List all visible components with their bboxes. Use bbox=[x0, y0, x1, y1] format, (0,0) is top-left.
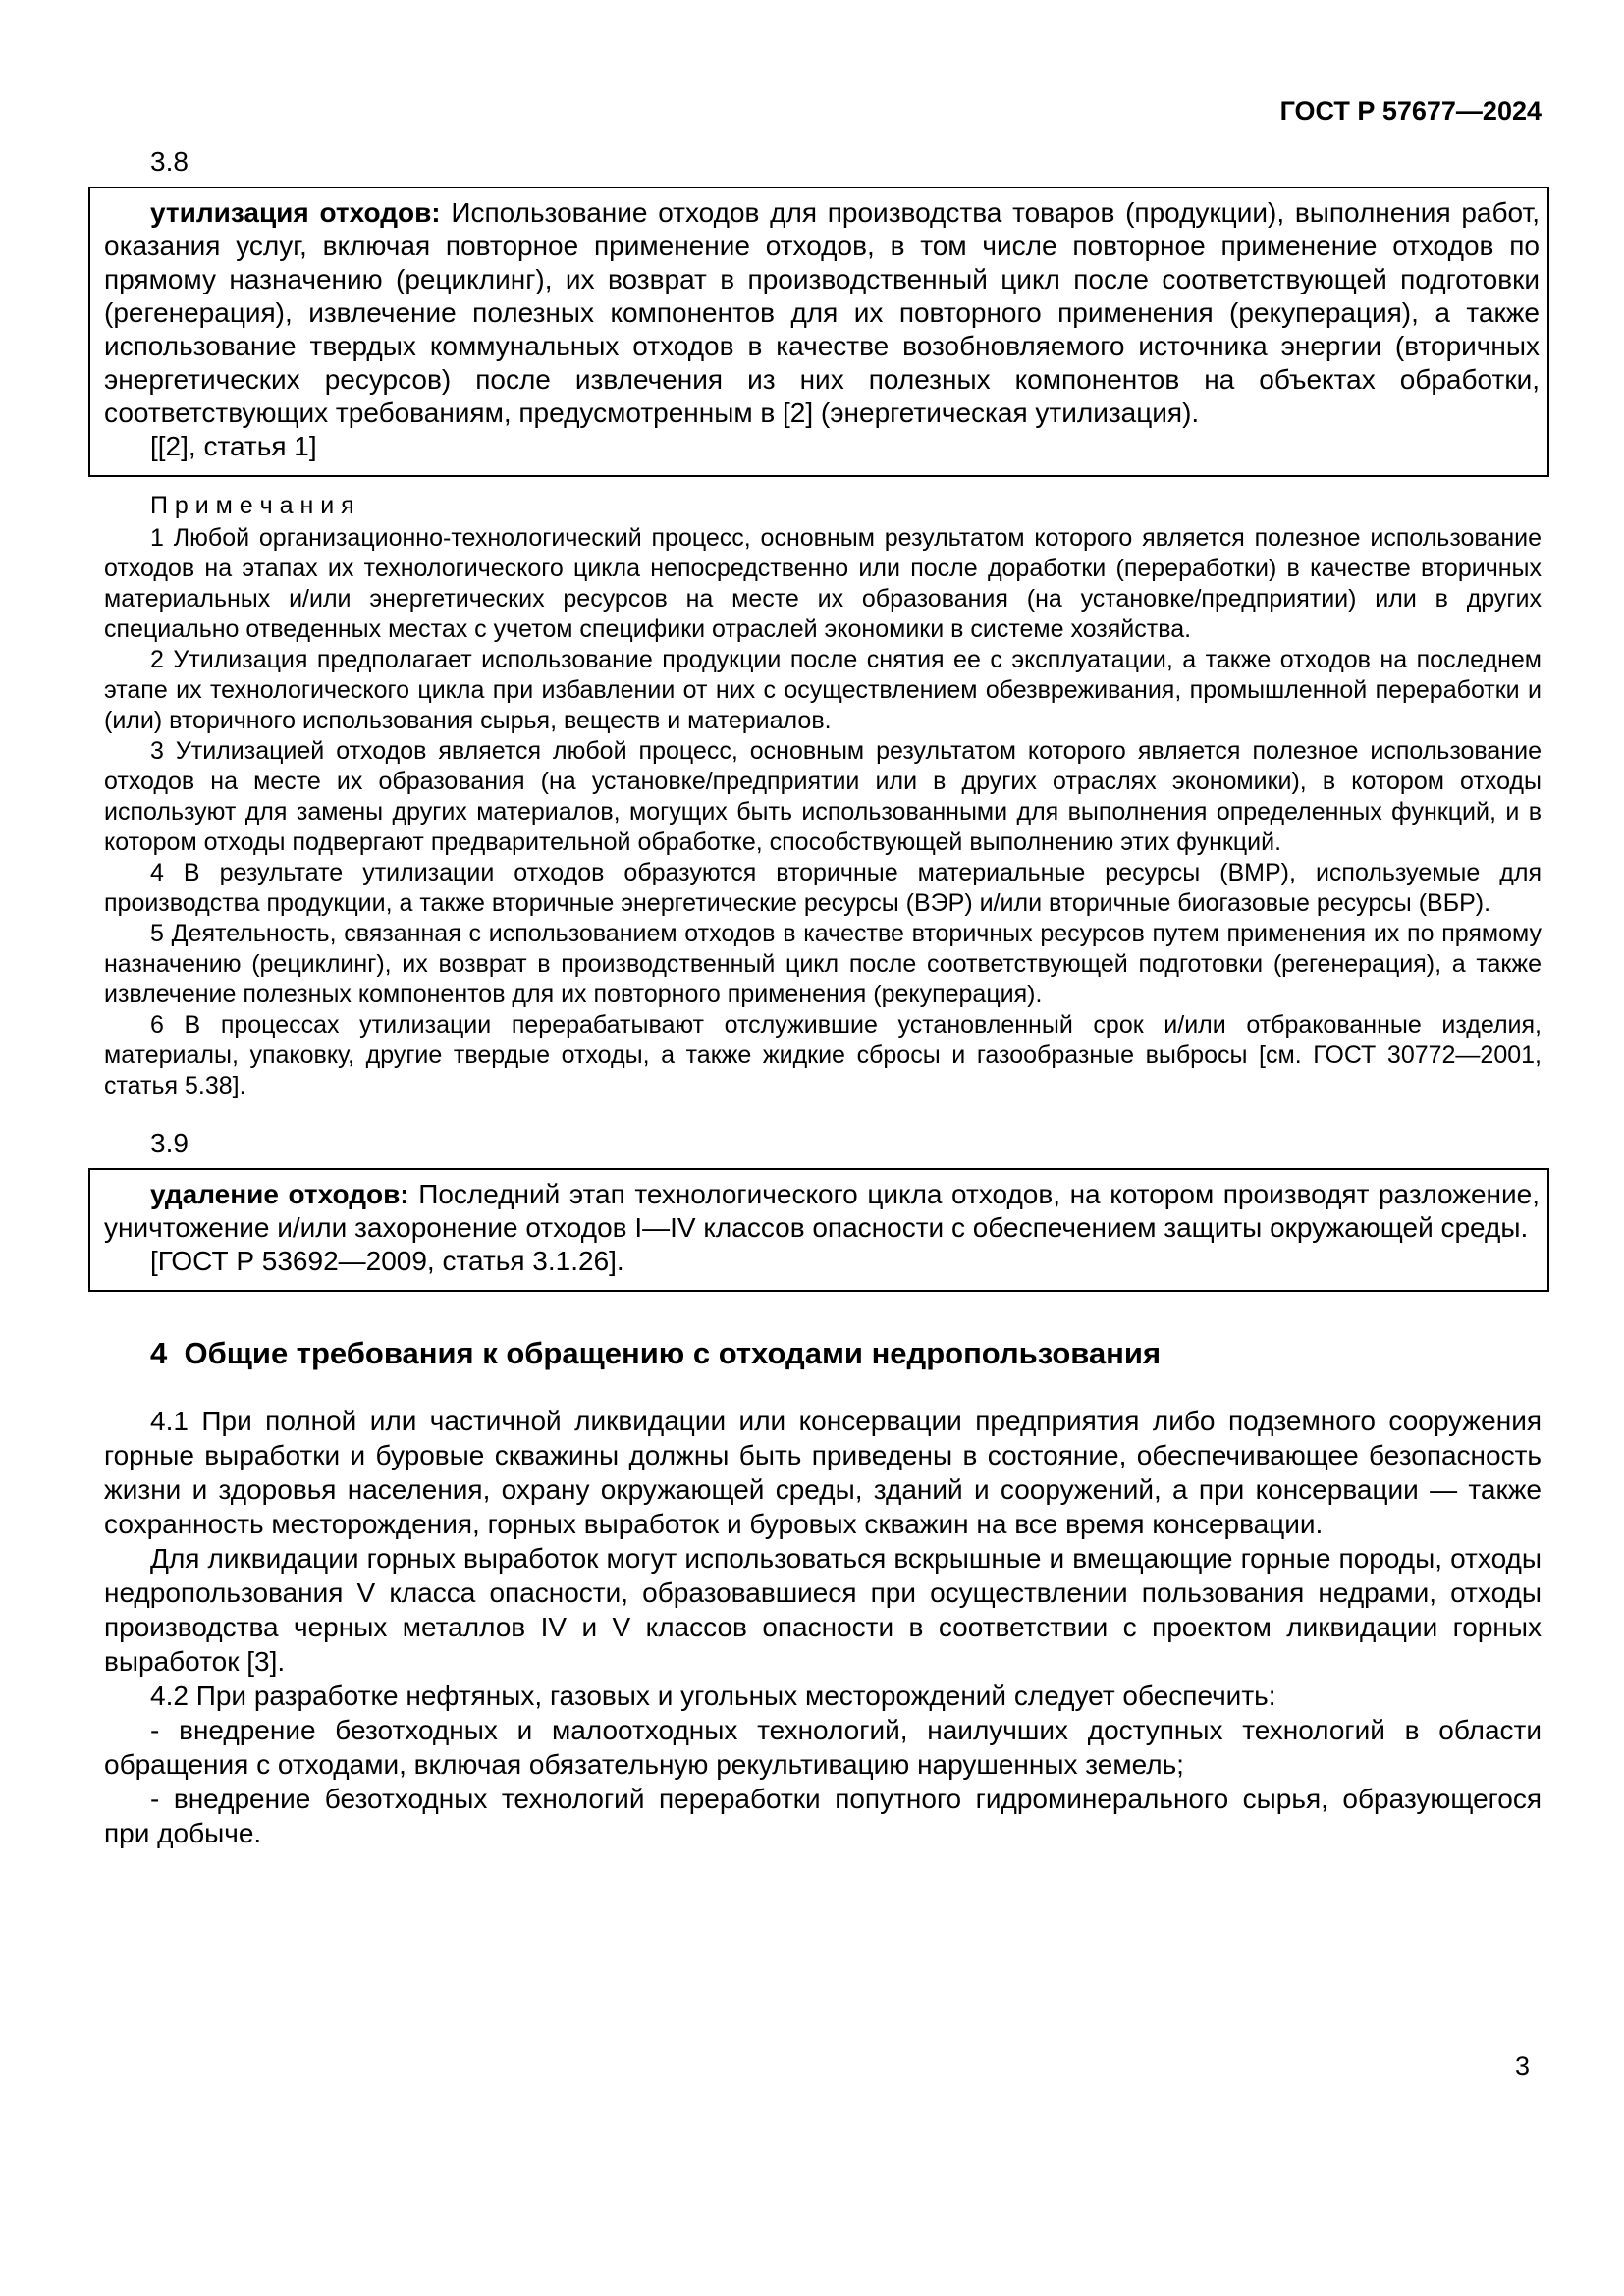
definition-box-3-9 bbox=[88, 1168, 1549, 1292]
section-4-heading: 4 Общие требования к обращению с отходами недропользования bbox=[150, 1336, 1162, 1370]
note-1: 1 Любой организационно-технологический процесс, основным результатом которого является полезное использование отходов на этапах их технологического цикла непосредственно или после доработки (переработки) в качестве вторичных материальных и/или энергетических ресурсов на месте их образования (на установке/предприятии) или в других специально отведенных местах с учетом специфики отраслей экономики в системе хозяйства. bbox=[104, 524, 1542, 643]
definition-3-9-source: [ГОСТ Р 53692—2009, статья 3.1.26]. bbox=[150, 1246, 624, 1276]
definition-3-9-text bbox=[104, 1178, 1540, 1245]
paragraph-4-2-item-1: - внедрение безотходных и малоотходных технологий, наилучших доступных технологий в области обращения с отходами, включая обязательную рекультивацию нарушенных земель; bbox=[104, 1715, 1542, 1780]
definition-3-8-source: [[2], статья 1] bbox=[150, 431, 317, 461]
definition-3-8-body: Использование отходов для производства товаров (продукции), выполнения работ, оказания услуг, включая повторное применение отходов, в том числе повторное применение отходов по прямому назначению (рециклинг), их возврат в производственный цикл после соответствующей подготовки (регенерация), извлечение полезных компонентов для их повторного применения (рекуперация), а также использование твердых коммунальных отходов в качестве возобновляемого источника энергии (вторичных энергетических ресурсов) после извлечения из них полезных компонентов на объектах обработки, соответствующих требованиям, предусмотренным в [2] (энергетическая утилизация). bbox=[104, 197, 1540, 428]
clause-3-8-number: 3.8 bbox=[150, 146, 189, 177]
definition-box-3-8 bbox=[88, 187, 1549, 477]
note-6: 6 В процессах утилизации перерабатывают отслужившие установленный срок и/или отбракованные изделия, материалы, упаковку, другие твердые отходы, а также жидкие сбросы и газообразные выбросы [см. ГОСТ 30772—2001, статья 5.38]. bbox=[104, 1011, 1542, 1099]
note-5: 5 Деятельность, связанная с использованием отходов в качестве вторичных ресурсов путем применения их по прямому назначению (рециклинг), их возврат в производственный цикл после соответствующей подготовки (регенерация), а также извлечение полезных компонентов для их повторного применения (рекуперация). bbox=[104, 920, 1542, 1008]
document-header: ГОСТ Р 57677—2024 bbox=[1279, 96, 1542, 126]
paragraph-4-1: 4.1 При полной или частичной ликвидации или консервации предприятия либо подземного сооружения горные выработки и буровые скважины должны быть приведены в состояние, обеспечивающее безопасность жизни и здоровья населения, охрану окружающей среды, зданий и сооружений, а при консервации — также сохранность месторождения, горных выработок и буровых скважин на все время консервации. bbox=[104, 1406, 1542, 1539]
paragraph-4-1-continued: Для ликвидации горных выработок могут использоваться вскрышные и вмещающие горные породы, отходы недропользования V класса опасности, образовавшиеся при осуществлении пользования недрами, отходы производства черных металлов IV и V классов опасности в соответствии с проектом ликвидации горных выработок [3]. bbox=[104, 1543, 1542, 1677]
definition-3-9-body: Последний этап технологического цикла отходов, на котором производят разложение, уничтожение и/или захоронение отходов I—IV классов опасности с обеспечением защиты окружающей среды. bbox=[104, 1179, 1540, 1243]
paragraph-4-2: 4.2 При разработке нефтяных, газовых и угольных месторождений следует обеспечить: bbox=[150, 1681, 1276, 1711]
page-number: 3 bbox=[1514, 2052, 1530, 2081]
paragraph-4-2-item-2: - внедрение безотходных технологий переработки попутного гидроминерального сырья, образующегося при добыче. bbox=[104, 1784, 1542, 1848]
note-3: 3 Утилизацией отходов является любой процесс, основным результатом которого является полезное использование отходов на месте их образования (на установке/предприятии или в других отраслях экономики), в котором отходы используют для замены других материалов, могущих быть использованными для выполнения определенных функций, и в котором отходы подвергают предварительной обработке, способствующей выполнению этих функций. bbox=[104, 737, 1542, 856]
note-2: 2 Утилизация предполагает использование продукции после снятия ее с эксплуатации, а также отходов на последнем этапе их технологического цикла при избавлении от них с осуществлением обезвреживания, промышленной переработки и (или) вторичного использования сырья, веществ и материалов. bbox=[104, 646, 1542, 734]
note-4: 4 В результате утилизации отходов образуются вторичные материальные ресурсы (ВМР), используемые для производства продукции, а также вторичные энергетические ресурсы (ВЭР) и/или вторичные биогазовые ресурсы (ВБР). bbox=[104, 859, 1542, 917]
definition-3-9-term: удаление отходов: bbox=[150, 1179, 409, 1209]
definition-3-8-term: утилизация отходов: bbox=[150, 197, 441, 228]
definition-3-8-text bbox=[104, 196, 1540, 430]
notes-block bbox=[104, 491, 1542, 1101]
notes-title: П р и м е ч а н и я bbox=[150, 492, 354, 519]
clause-3-9-number: 3.9 bbox=[150, 1128, 189, 1158]
